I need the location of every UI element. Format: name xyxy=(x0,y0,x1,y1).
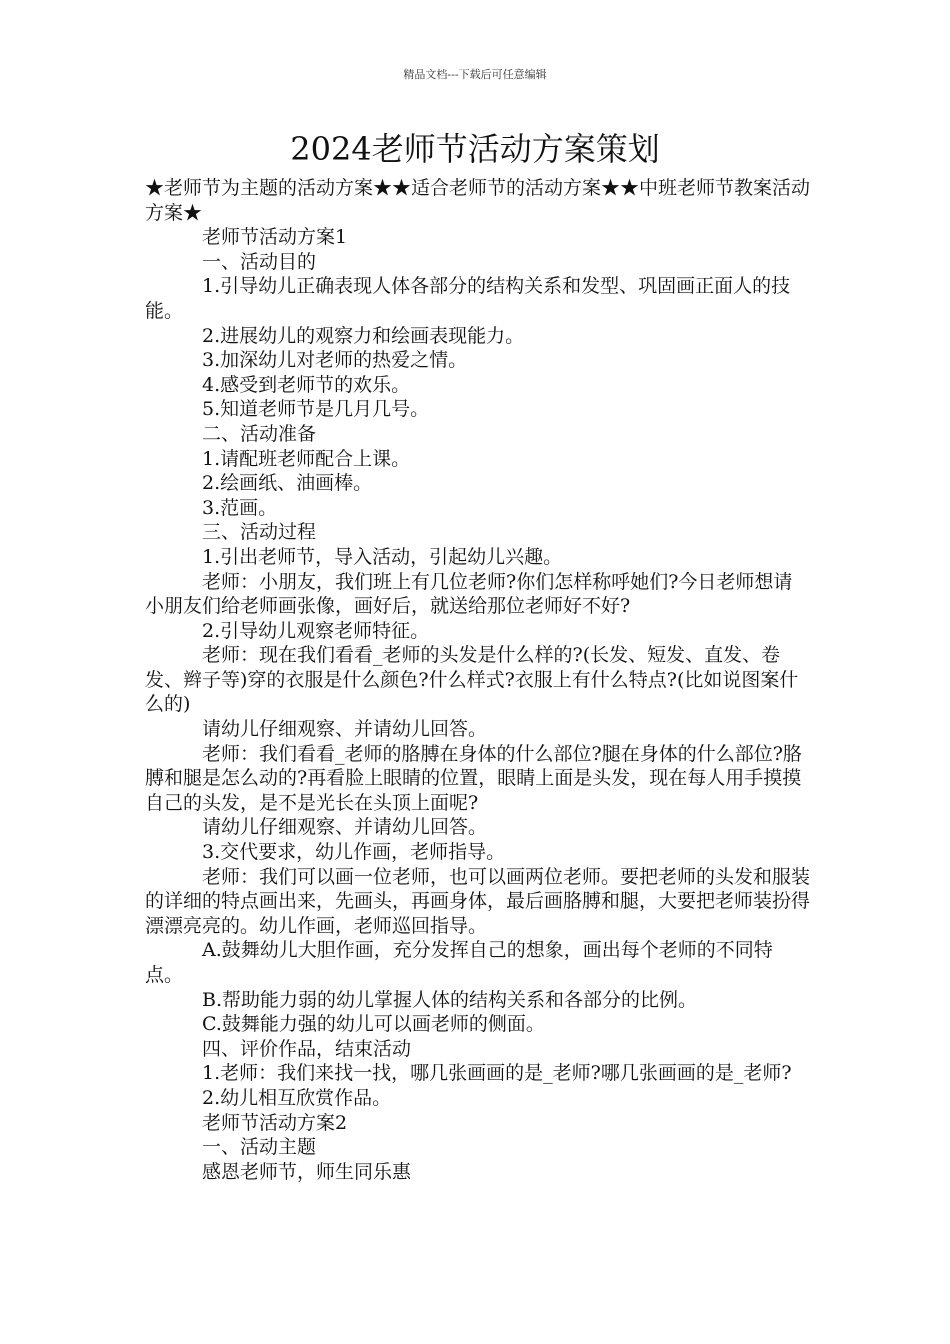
paragraph: 老师：我们可以画一位老师，也可以画两位老师。要把老师的头发和服装的详细的特点画出来，先画头，再画身体，最后画胳膊和腿，大要把老师装扮得漂漂亮亮的。幼儿作画，老师巡回指导。 xyxy=(145,865,811,937)
document-body xyxy=(145,176,810,1184)
document-title: 2024老师节活动方案策划 xyxy=(290,130,660,168)
paragraph: 请幼儿仔细观察、并请幼儿回答。 xyxy=(202,718,488,741)
paragraph: 三、活动过程 xyxy=(202,521,317,544)
paragraph: 1.引出老师节，导入活动，引起幼儿兴趣。 xyxy=(202,545,563,568)
paragraph: C.鼓舞能力强的幼儿可以画老师的侧面。 xyxy=(202,1013,545,1036)
paragraph: 3.范画。 xyxy=(202,496,278,519)
paragraph: 老师：小朋友，我们班上有几位老师?你们怎样称呼她们?今日老师想请小朋友们给老师画张像，画好后，就送给那位老师好不好? xyxy=(145,570,793,618)
paragraph: ★老师节为主题的活动方案★★适合老师节的活动方案★★中班老师节教案活动方案★ xyxy=(145,177,811,224)
paragraph: 4.感受到老师节的欢乐。 xyxy=(202,373,411,396)
paragraph: 3.加深幼儿对老师的热爱之情。 xyxy=(202,349,468,372)
paragraph: 2.幼儿相互欣赏作品。 xyxy=(202,1086,392,1109)
paragraph: A.鼓舞幼儿大胆作画，充分发挥自己的想象，画出每个老师的不同特点。 xyxy=(145,939,773,986)
paragraph: 老师：现在我们看看_老师的头发是什么样的?(长发、短发、直发、卷发、辫子等)穿的衣服是什么颜色?什么样式?衣服上有什么特点?(比如说图案什么的) xyxy=(145,644,799,716)
paragraph: 2.进展幼儿的观察力和绘画表现能力。 xyxy=(202,324,525,347)
paragraph: 请幼儿仔细观察、并请幼儿回答。 xyxy=(202,816,488,839)
paragraph: 2.引导幼儿观察老师特征。 xyxy=(202,619,430,642)
paragraph: 2.绘画纸、油画棒。 xyxy=(202,472,373,495)
paragraph: 老师节活动方案1 xyxy=(202,226,348,249)
paragraph: 1.请配班老师配合上课。 xyxy=(202,447,411,470)
paragraph: B.帮助能力弱的幼儿掌握人体的结构关系和各部分的比例。 xyxy=(202,988,698,1011)
paragraph: 一、活动主题 xyxy=(202,1136,317,1159)
paragraph: 1.引导幼儿正确表现人体各部分的结构关系和发型、巩固画正面人的技能。 xyxy=(145,275,791,322)
paragraph: 四、评价作品，结束活动 xyxy=(202,1037,412,1060)
paragraph: 5.知道老师节是几月几号。 xyxy=(202,398,430,421)
paragraph: 3.交代要求，幼儿作画，老师指导。 xyxy=(202,841,506,864)
paragraph: 感恩老师节，师生同乐惠 xyxy=(202,1160,412,1183)
paragraph: 1.老师：我们来找一找，哪几张画画的是_老师?哪几张画画的是_老师? xyxy=(202,1062,792,1085)
paragraph: 老师：我们看看_老师的胳膊在身体的什么部位?腿在身体的什么部位?胳膊和腿是怎么动的?再看脸上眼睛的位置，眼睛上面是头发，现在每人用手摸摸自己的头发，是不是光长在头顶上面呢? xyxy=(145,742,802,814)
paragraph: 一、活动目的 xyxy=(202,250,317,273)
paragraph: 二、活动准备 xyxy=(202,422,317,445)
paragraph: 老师节活动方案2 xyxy=(202,1111,348,1134)
page-header: 精品文档---下载后可任意编辑 xyxy=(403,68,547,81)
